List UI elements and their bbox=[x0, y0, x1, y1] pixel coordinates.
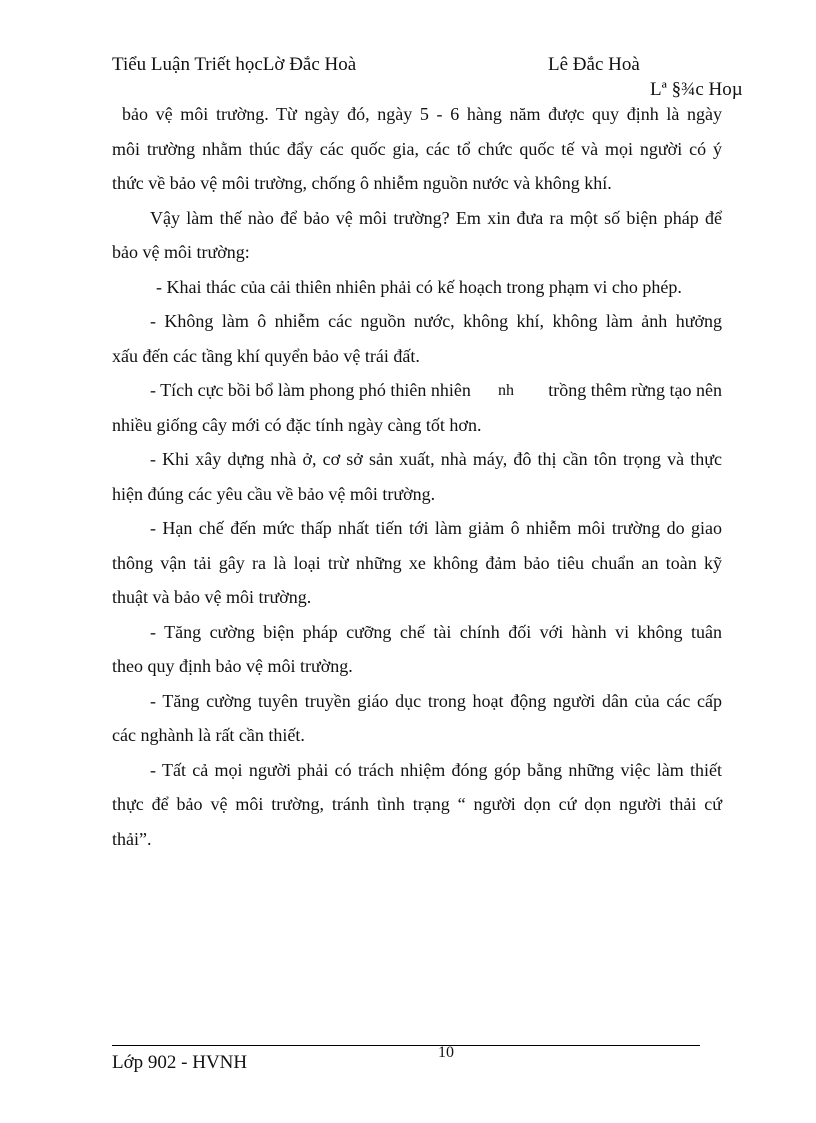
list-item: - Tất cả mọi người phải có trách nhiệm đóng góp bằng những việc làm thiết bbox=[150, 760, 722, 780]
header-author-garbled: Lª §¾c Hoµ bbox=[650, 79, 743, 100]
footer-divider bbox=[112, 1045, 700, 1046]
list-item: - Khai thác của cải thiên nhiên phải có kế hoạch trong phạm vi cho phép. bbox=[156, 277, 682, 297]
list-item: - Hạn chế đến mức thấp nhất tiến tới làm giảm ô nhiễm môi trường do giao bbox=[150, 518, 722, 538]
footer-class-label: Lớp 902 - HVNH bbox=[112, 1052, 248, 1073]
text-line: thải”. bbox=[112, 829, 152, 849]
text-line: môi trường nhằm thúc đẩy các quốc gia, các tổ chức quốc tế và mọi người có ý bbox=[112, 139, 722, 159]
list-item: - Tích cực bồi bổ làm phong phó thiên nhiên bbox=[150, 380, 471, 400]
text-line: Vậy làm thế nào để bảo vệ môi trường? Em xin đưa ra một số biện pháp để bbox=[150, 208, 722, 228]
text-line: bảo vệ môi trường. Từ ngày đó, ngày 5 - 6 hàng năm được quy định là ngày bbox=[122, 104, 722, 124]
text-line: thức về bảo vệ môi trường, chống ô nhiễm nguồn nước và không khí. bbox=[112, 173, 612, 193]
text-line: bảo vệ môi trường: bbox=[112, 242, 250, 262]
text-line: thông vận tải gây ra là loại trừ những xe không đảm bảo tiêu chuẩn an toàn kỹ bbox=[112, 553, 722, 573]
text-line: thực để bảo vệ môi trường, tránh tình trạng “ người dọn cứ dọn người thải cứ bbox=[112, 794, 722, 814]
header-title: Tiểu Luận Triết họcLờ Đắc Hoà bbox=[112, 54, 357, 75]
list-item: - Khi xây dựng nhà ở, cơ sở sản xuất, nhà máy, đô thị cần tôn trọng và thực bbox=[150, 449, 722, 469]
text-line: nhiều giống cây mới có đặc tính ngày càng tốt hơn. bbox=[112, 415, 482, 435]
text-line: trồng thêm rừng tạo nên bbox=[548, 380, 722, 400]
text-line: thuật và bảo vệ môi trường. bbox=[112, 587, 312, 607]
text-line: theo quy định bảo vệ môi trường. bbox=[112, 656, 353, 676]
text-line: hiện đúng các yêu cầu về bảo vệ môi trường. bbox=[112, 484, 436, 504]
list-item: - Không làm ô nhiễm các nguồn nước, không khí, không làm ảnh hưởng bbox=[150, 311, 722, 331]
page-number: 10 bbox=[438, 1044, 454, 1061]
list-item: - Tăng cường biện pháp cưỡng chế tài chính đối với hành vi không tuân bbox=[150, 622, 722, 642]
list-item: - Tăng cường tuyên truyền giáo dục trong hoạt động người dân của các cấp bbox=[150, 691, 722, 711]
text-line: xấu đến các tầng khí quyển bảo vệ trái đất. bbox=[112, 346, 420, 366]
inline-fragment: nh bbox=[498, 382, 514, 399]
header-author: Lê Đắc Hoà bbox=[548, 54, 640, 75]
text-line: các nghành là rất cần thiết. bbox=[112, 725, 305, 745]
